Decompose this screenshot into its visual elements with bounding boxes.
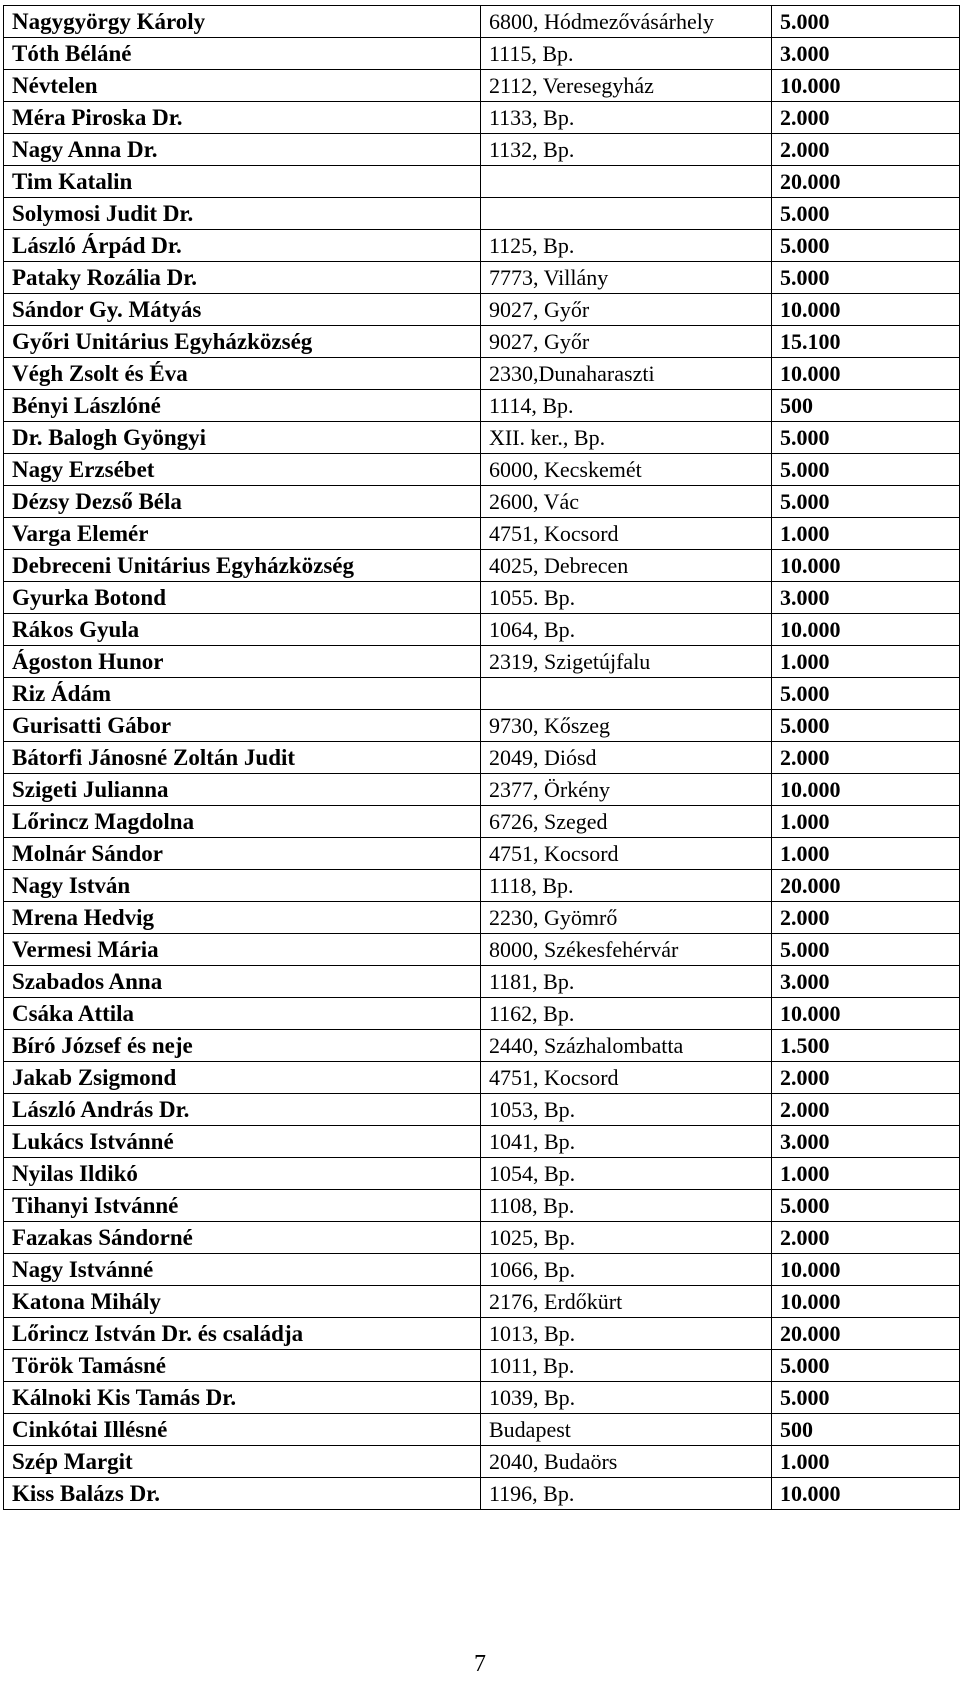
donation-amount-cell: 10.000 (772, 774, 960, 806)
donor-name-cell: Varga Elemér (4, 518, 481, 550)
table-row (4, 134, 960, 166)
donation-amount-cell: 5.000 (772, 934, 960, 966)
donation-amount-cell: 10.000 (772, 1254, 960, 1286)
donor-address-cell: 2112, Veresegyház (481, 70, 772, 102)
donor-address-cell: 4751, Kocsord (481, 838, 772, 870)
table-row (4, 1382, 960, 1414)
donation-amount-cell: 2.000 (772, 1094, 960, 1126)
table-row (4, 1318, 960, 1350)
donor-address-cell: 1115, Bp. (481, 38, 772, 70)
donation-amount-cell: 5.000 (772, 454, 960, 486)
donor-name-cell: Szép Margit (4, 1446, 481, 1478)
donor-name-cell: Mrena Hedvig (4, 902, 481, 934)
donor-address-cell: 1162, Bp. (481, 998, 772, 1030)
donation-amount-cell: 3.000 (772, 1126, 960, 1158)
table-row (4, 678, 960, 710)
table-row (4, 966, 960, 998)
donor-address-cell: 1039, Bp. (481, 1382, 772, 1414)
donor-name-cell: Rákos Gyula (4, 614, 481, 646)
donor-name-cell: Bíró József és neje (4, 1030, 481, 1062)
donor-address-cell: 1118, Bp. (481, 870, 772, 902)
table-row (4, 838, 960, 870)
donor-name-cell: Lukács Istvánné (4, 1126, 481, 1158)
donor-name-cell: Riz Ádám (4, 678, 481, 710)
donation-amount-cell: 2.000 (772, 134, 960, 166)
donation-amount-cell: 2.000 (772, 742, 960, 774)
donor-address-cell: 9730, Kőszeg (481, 710, 772, 742)
donor-name-cell: Cinkótai Illésné (4, 1414, 481, 1446)
table-row (4, 742, 960, 774)
donor-address-cell: 1041, Bp. (481, 1126, 772, 1158)
donor-address-cell: 1011, Bp. (481, 1350, 772, 1382)
donation-amount-cell: 1.000 (772, 646, 960, 678)
donor-name-cell: Pataky Rozália Dr. (4, 262, 481, 294)
table-row (4, 390, 960, 422)
donor-address-cell: 2440, Százhalombatta (481, 1030, 772, 1062)
table-row (4, 230, 960, 262)
table-row (4, 262, 960, 294)
donor-name-cell: Fazakas Sándorné (4, 1222, 481, 1254)
donation-amount-cell: 5.000 (772, 710, 960, 742)
donor-name-cell: Végh Zsolt és Éva (4, 358, 481, 390)
page-number: 7 (474, 1651, 486, 1677)
donor-name-cell: Katona Mihály (4, 1286, 481, 1318)
donor-name-cell: Kiss Balázs Dr. (4, 1478, 481, 1510)
donor-name-cell: Molnár Sándor (4, 838, 481, 870)
table-row (4, 422, 960, 454)
donor-address-cell: 1196, Bp. (481, 1478, 772, 1510)
donor-address-cell: 9027, Győr (481, 326, 772, 358)
donor-table-body (4, 6, 960, 1510)
donor-name-cell: Lőrincz Magdolna (4, 806, 481, 838)
donor-address-cell: 2176, Erdőkürt (481, 1286, 772, 1318)
donor-address-cell: 6000, Kecskemét (481, 454, 772, 486)
table-row (4, 550, 960, 582)
table-row (4, 1350, 960, 1382)
table-row (4, 934, 960, 966)
donor-address-cell: 2230, Gyömrő (481, 902, 772, 934)
donor-address-cell: 2049, Diósd (481, 742, 772, 774)
table-row (4, 38, 960, 70)
donor-address-cell: 9027, Győr (481, 294, 772, 326)
donor-name-cell: Szabados Anna (4, 966, 481, 998)
donor-address-cell: 1055. Bp. (481, 582, 772, 614)
donor-address-cell: 4751, Kocsord (481, 518, 772, 550)
donation-amount-cell: 5.000 (772, 1190, 960, 1222)
donor-address-cell: 1025, Bp. (481, 1222, 772, 1254)
donor-name-cell: Lőrincz István Dr. és családja (4, 1318, 481, 1350)
donation-amount-cell: 500 (772, 390, 960, 422)
donor-name-cell: Névtelen (4, 70, 481, 102)
donor-address-cell: 6726, Szeged (481, 806, 772, 838)
donor-name-cell: Bátorfi Jánosné Zoltán Judit (4, 742, 481, 774)
donation-amount-cell: 1.000 (772, 838, 960, 870)
donor-address-cell (481, 198, 772, 230)
donation-amount-cell: 5.000 (772, 262, 960, 294)
donor-address-cell: 1108, Bp. (481, 1190, 772, 1222)
donor-name-cell: Jakab Zsigmond (4, 1062, 481, 1094)
table-row (4, 1222, 960, 1254)
donor-name-cell: Debreceni Unitárius Egyházközség (4, 550, 481, 582)
donor-address-cell: 1181, Bp. (481, 966, 772, 998)
donor-address-cell: Budapest (481, 1414, 772, 1446)
donor-address-cell: 1114, Bp. (481, 390, 772, 422)
donation-amount-cell: 1.000 (772, 518, 960, 550)
donation-amount-cell: 20.000 (772, 1318, 960, 1350)
donor-name-cell: Tim Katalin (4, 166, 481, 198)
table-row (4, 902, 960, 934)
donor-address-cell: 1053, Bp. (481, 1094, 772, 1126)
donation-amount-cell: 5.000 (772, 1350, 960, 1382)
donation-amount-cell: 3.000 (772, 582, 960, 614)
donor-address-cell: 1133, Bp. (481, 102, 772, 134)
donation-amount-cell: 10.000 (772, 294, 960, 326)
donation-amount-cell: 10.000 (772, 998, 960, 1030)
donation-amount-cell: 1.000 (772, 806, 960, 838)
donor-address-cell: XII. ker., Bp. (481, 422, 772, 454)
donor-name-cell: László András Dr. (4, 1094, 481, 1126)
donor-name-cell: Tóth Béláné (4, 38, 481, 70)
donation-amount-cell: 2.000 (772, 902, 960, 934)
donation-amount-cell: 10.000 (772, 1286, 960, 1318)
donor-address-cell: 2040, Budaörs (481, 1446, 772, 1478)
table-row (4, 710, 960, 742)
donation-amount-cell: 2.000 (772, 102, 960, 134)
table-row (4, 870, 960, 902)
donor-address-cell: 1125, Bp. (481, 230, 772, 262)
donor-name-cell: Nagygyörgy Károly (4, 6, 481, 38)
donor-address-cell: 7773, Villány (481, 262, 772, 294)
donor-address-cell: 8000, Székesfehérvár (481, 934, 772, 966)
donation-amount-cell: 5.000 (772, 422, 960, 454)
donation-amount-cell: 5.000 (772, 678, 960, 710)
donor-name-cell: Méra Piroska Dr. (4, 102, 481, 134)
donor-address-cell (481, 678, 772, 710)
donor-name-cell: Dr. Balogh Gyöngyi (4, 422, 481, 454)
table-row (4, 774, 960, 806)
donor-name-cell: Nagy István (4, 870, 481, 902)
donor-name-cell: Csáka Attila (4, 998, 481, 1030)
donation-amount-cell: 3.000 (772, 38, 960, 70)
donation-amount-cell: 5.000 (772, 230, 960, 262)
table-row (4, 614, 960, 646)
donation-amount-cell: 10.000 (772, 1478, 960, 1510)
donation-amount-cell: 500 (772, 1414, 960, 1446)
donation-amount-cell: 5.000 (772, 6, 960, 38)
table-row (4, 582, 960, 614)
donor-name-cell: Szigeti Julianna (4, 774, 481, 806)
donation-amount-cell: 2.000 (772, 1222, 960, 1254)
table-row (4, 1478, 960, 1510)
table-row (4, 1414, 960, 1446)
donor-name-cell: Nagy Istvánné (4, 1254, 481, 1286)
donor-address-cell: 4751, Kocsord (481, 1062, 772, 1094)
table-row (4, 486, 960, 518)
donation-amount-cell: 1.500 (772, 1030, 960, 1062)
donation-amount-cell: 5.000 (772, 198, 960, 230)
table-row (4, 998, 960, 1030)
table-row (4, 1062, 960, 1094)
donation-amount-cell: 2.000 (772, 1062, 960, 1094)
donation-amount-cell: 10.000 (772, 70, 960, 102)
donation-amount-cell: 10.000 (772, 550, 960, 582)
table-row (4, 1158, 960, 1190)
donor-address-cell: 2377, Örkény (481, 774, 772, 806)
donation-amount-cell: 1.000 (772, 1158, 960, 1190)
table-row (4, 70, 960, 102)
donation-amount-cell: 3.000 (772, 966, 960, 998)
table-row (4, 806, 960, 838)
donor-name-cell: Gurisatti Gábor (4, 710, 481, 742)
donor-name-cell: Sándor Gy. Mátyás (4, 294, 481, 326)
donor-address-cell: 2319, Szigetújfalu (481, 646, 772, 678)
donor-name-cell: Nagy Erzsébet (4, 454, 481, 486)
table-row (4, 1094, 960, 1126)
donor-name-cell: Bényi Lászlóné (4, 390, 481, 422)
donor-name-cell: Nyilas Ildikó (4, 1158, 481, 1190)
table-row (4, 1190, 960, 1222)
table-row (4, 294, 960, 326)
table-row (4, 6, 960, 38)
donation-amount-cell: 10.000 (772, 358, 960, 390)
table-row (4, 1254, 960, 1286)
table-row (4, 166, 960, 198)
table-row (4, 518, 960, 550)
donor-name-cell: Győri Unitárius Egyházközség (4, 326, 481, 358)
donor-name-cell: Solymosi Judit Dr. (4, 198, 481, 230)
donor-address-cell: 4025, Debrecen (481, 550, 772, 582)
table-row (4, 198, 960, 230)
table-row (4, 326, 960, 358)
table-row (4, 1030, 960, 1062)
donation-amount-cell: 1.000 (772, 1446, 960, 1478)
table-row (4, 1126, 960, 1158)
donor-name-cell: Nagy Anna Dr. (4, 134, 481, 166)
donation-amount-cell: 20.000 (772, 870, 960, 902)
donor-name-cell: Kálnoki Kis Tamás Dr. (4, 1382, 481, 1414)
table-row (4, 646, 960, 678)
donor-address-cell: 1054, Bp. (481, 1158, 772, 1190)
donor-address-cell: 2330,Dunaharaszti (481, 358, 772, 390)
donor-address-cell: 1132, Bp. (481, 134, 772, 166)
table-row (4, 1446, 960, 1478)
donor-address-cell: 6800, Hódmezővásárhely (481, 6, 772, 38)
donor-address-cell: 2600, Vác (481, 486, 772, 518)
donation-amount-cell: 5.000 (772, 486, 960, 518)
donor-name-cell: Ágoston Hunor (4, 646, 481, 678)
donor-name-cell: Gyurka Botond (4, 582, 481, 614)
donation-amount-cell: 10.000 (772, 614, 960, 646)
donor-address-cell: 1013, Bp. (481, 1318, 772, 1350)
donor-name-cell: Dézsy Dezső Béla (4, 486, 481, 518)
table-row (4, 1286, 960, 1318)
donation-amount-cell: 15.100 (772, 326, 960, 358)
donation-amount-cell: 20.000 (772, 166, 960, 198)
table-row (4, 454, 960, 486)
donor-name-cell: László Árpád Dr. (4, 230, 481, 262)
donor-name-cell: Vermesi Mária (4, 934, 481, 966)
donor-table (3, 5, 960, 1510)
donor-name-cell: Török Tamásné (4, 1350, 481, 1382)
donor-name-cell: Tihanyi Istvánné (4, 1190, 481, 1222)
table-row (4, 358, 960, 390)
donor-address-cell: 1066, Bp. (481, 1254, 772, 1286)
donor-address-cell: 1064, Bp. (481, 614, 772, 646)
table-row (4, 102, 960, 134)
donation-amount-cell: 5.000 (772, 1382, 960, 1414)
donor-address-cell (481, 166, 772, 198)
